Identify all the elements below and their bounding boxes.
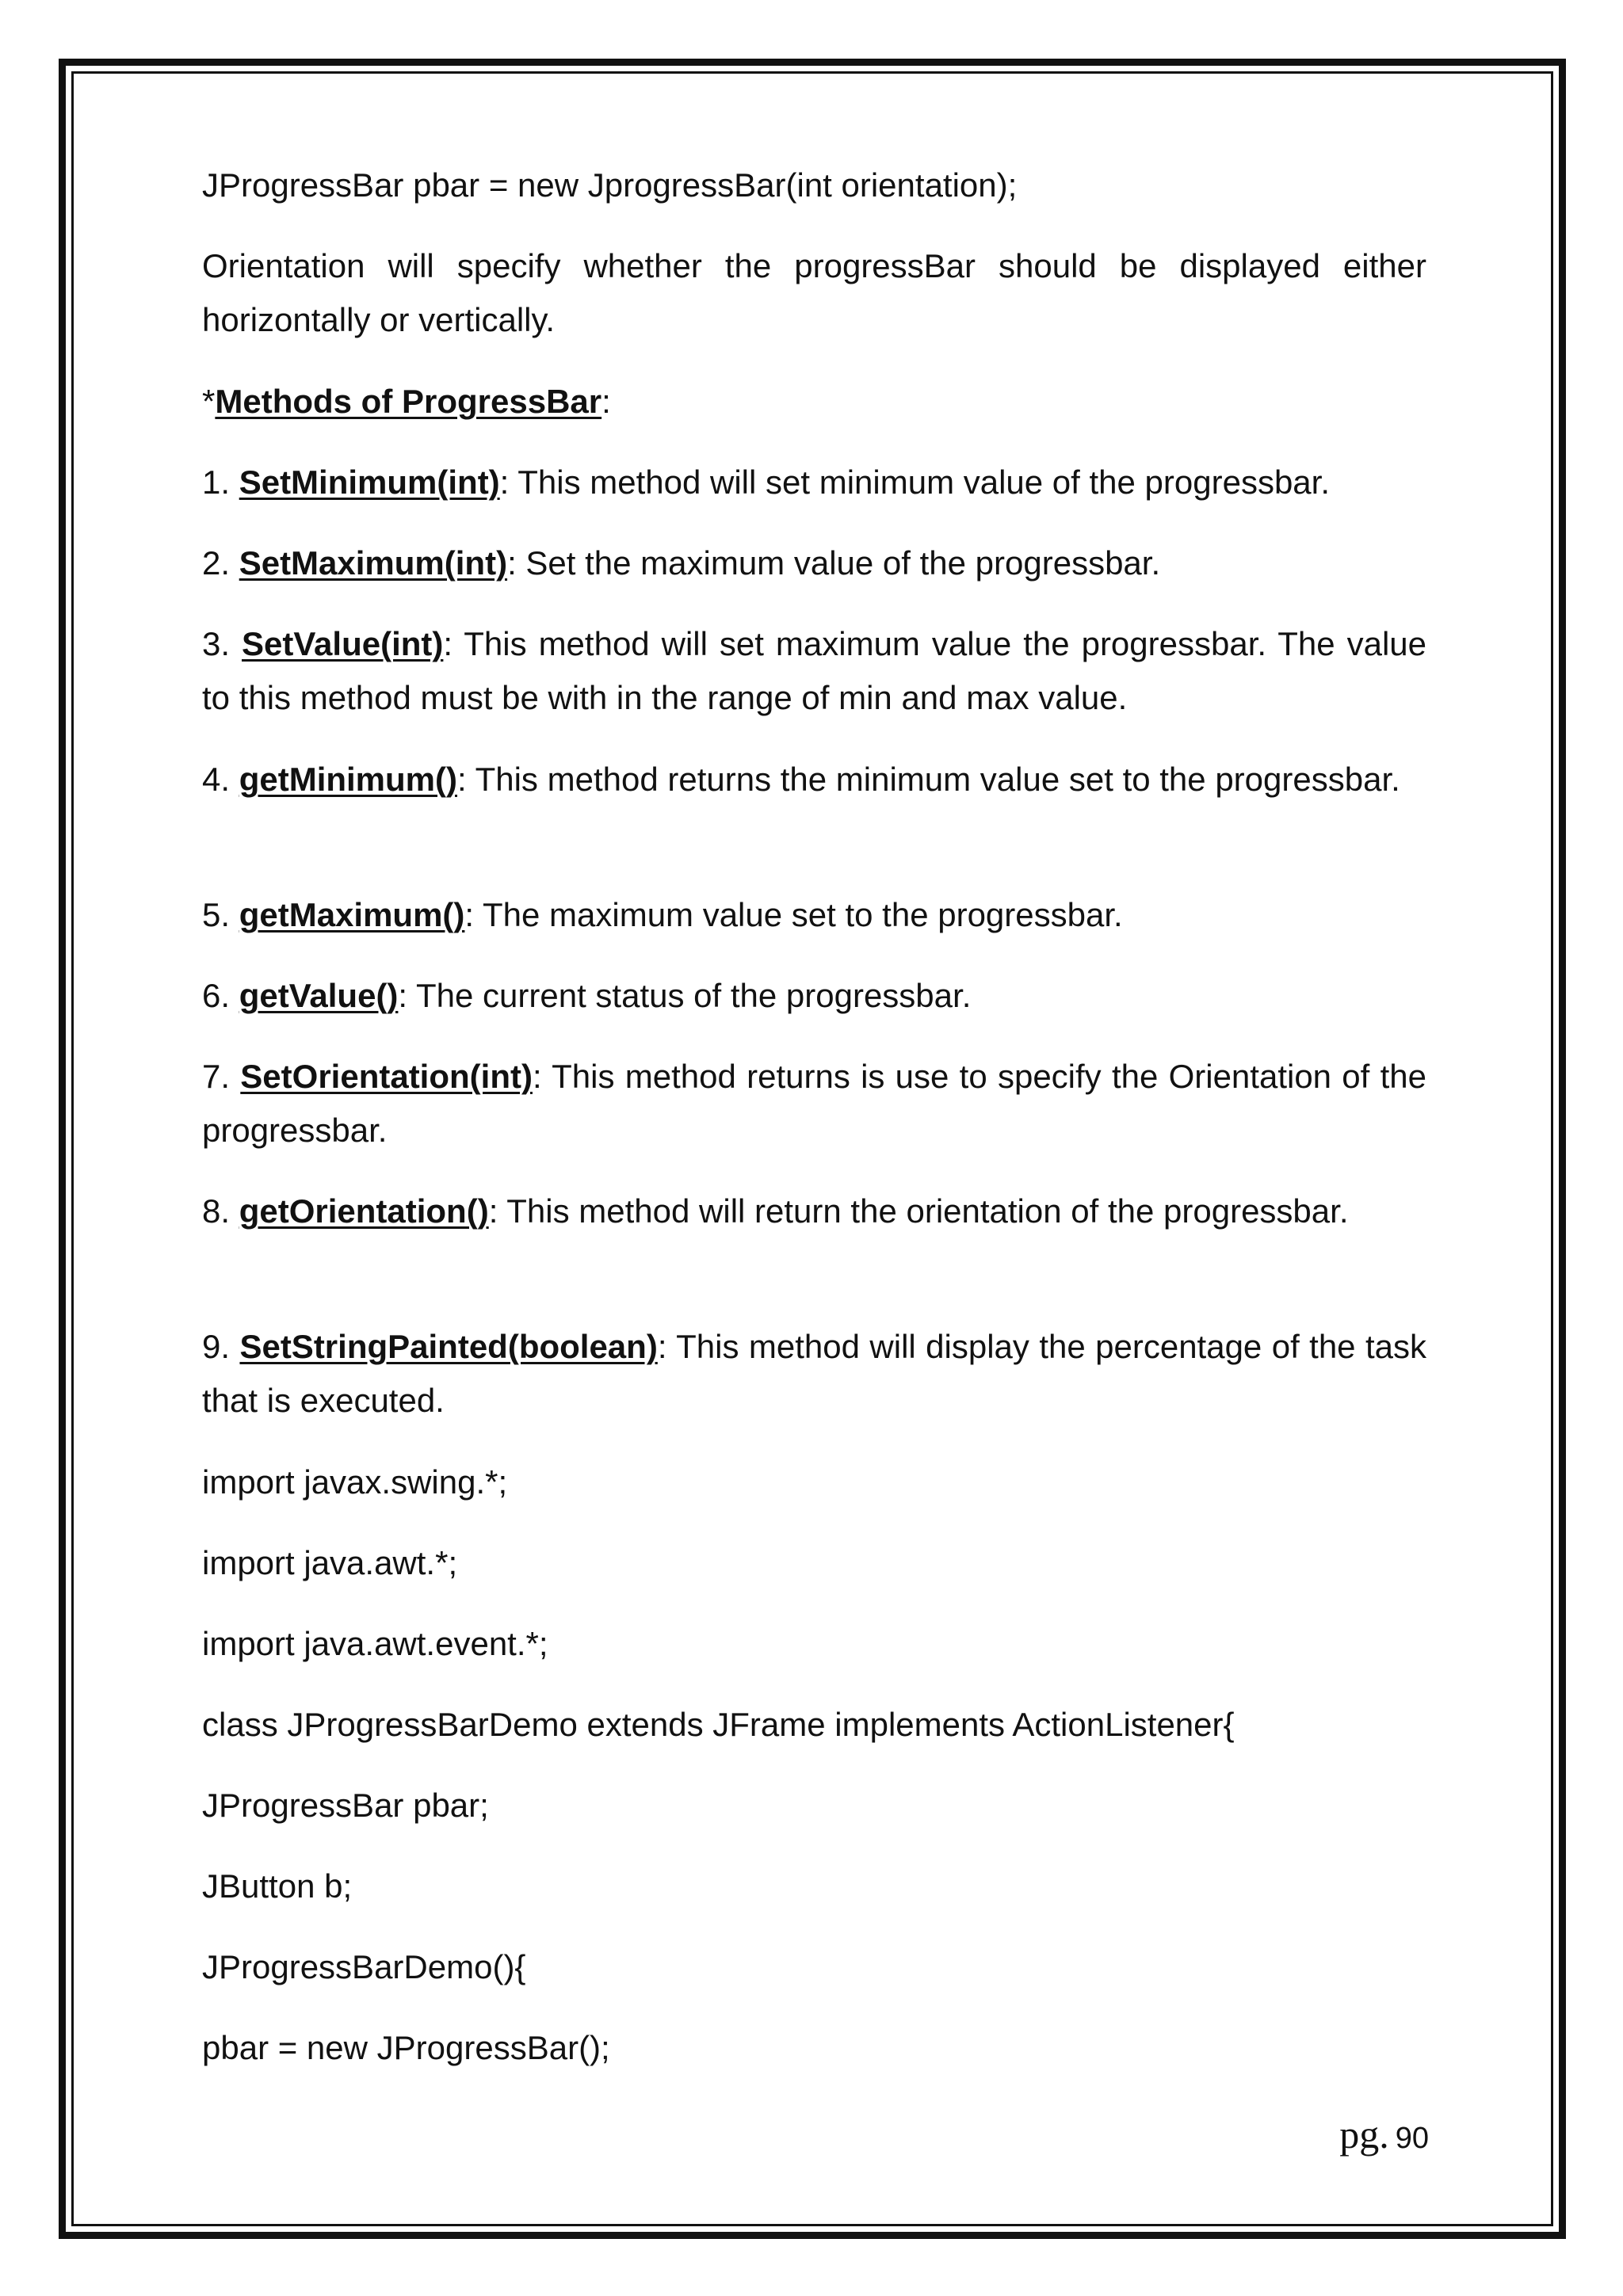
- method-item: [202, 456, 1426, 509]
- code-line: JButton b;: [202, 1867, 353, 1905]
- code-line: pbar = new JProgressBar();: [202, 2029, 610, 2066]
- method-number: 8.: [202, 1192, 239, 1230]
- method-item: [202, 753, 1426, 807]
- method-item: [202, 617, 1426, 725]
- method-item: [202, 888, 1426, 942]
- methods-heading-prefix: *: [202, 383, 216, 420]
- method-name: getMinimum(): [239, 761, 457, 798]
- method-description: : This method will set minimum value of the progressbar.: [499, 463, 1331, 501]
- method-number: 5.: [202, 896, 239, 933]
- method-number: 7.: [202, 1058, 241, 1095]
- method-item: [202, 1184, 1426, 1238]
- method-name: getMaximum(): [239, 896, 465, 933]
- method-item: [202, 1320, 1426, 1428]
- method-number: 6.: [202, 977, 239, 1014]
- method-number: 2.: [202, 544, 239, 582]
- method-description: : This method will display the percentage of the task that is executed.: [202, 1328, 1426, 1419]
- code-line: import java.awt.*;: [202, 1544, 458, 1581]
- method-item: [202, 1050, 1426, 1158]
- method-name: SetMaximum(int): [239, 544, 508, 582]
- method-description: : This method returns the minimum value set to the progressbar.: [457, 761, 1400, 798]
- method-description: : This method will set maximum value the progressbar. The value to this method must be with in the range of min and max value.: [202, 625, 1426, 716]
- page-footer: [1339, 2111, 1429, 2157]
- method-description: : This method will return the orientation of the progressbar.: [488, 1192, 1349, 1230]
- method-name: SetStringPainted(boolean): [239, 1328, 658, 1365]
- code-line: import java.awt.event.*;: [202, 1625, 548, 1662]
- method-description: : Set the maximum value of the progressbar.: [507, 544, 1161, 582]
- method-name: SetMinimum(int): [239, 463, 500, 501]
- method-description: : The current status of the progressbar.: [398, 977, 972, 1014]
- code-line: JProgressBarDemo(){: [202, 1948, 526, 1985]
- method-name: getOrientation(): [239, 1192, 489, 1230]
- code-line: import javax.swing.*;: [202, 1463, 508, 1501]
- method-name: SetValue(int): [242, 625, 444, 662]
- method-name: SetOrientation(int): [240, 1058, 533, 1095]
- orientation-note: Orientation will specify whether the progressBar should be displayed either horizontally or vertically.: [202, 247, 1426, 338]
- page-label: pg.: [1339, 2112, 1389, 2157]
- method-number: 4.: [202, 761, 239, 798]
- method-description: : The maximum value set to the progressbar.: [464, 896, 1123, 933]
- method-number: 9.: [202, 1328, 240, 1365]
- method-item: [202, 536, 1426, 590]
- method-number: 1.: [202, 463, 239, 501]
- code-line: JProgressBar pbar;: [202, 1787, 489, 1824]
- method-description: : This method returns is use to specify the Orientation of the progressbar.: [202, 1058, 1426, 1149]
- method-name: getValue(): [239, 977, 399, 1014]
- methods-heading-suffix: :: [601, 383, 611, 420]
- methods-heading-title: Methods of ProgressBar: [215, 383, 602, 420]
- page-number: 90: [1395, 2122, 1429, 2155]
- code-line: class JProgressBarDemo extends JFrame implements ActionListener{: [202, 1706, 1235, 1743]
- methods-heading: [202, 375, 1426, 429]
- method-number: 3.: [202, 625, 242, 662]
- constructor-line: JProgressBar pbar = new JprogressBar(int orientation);: [202, 166, 1018, 204]
- method-item: [202, 969, 1426, 1023]
